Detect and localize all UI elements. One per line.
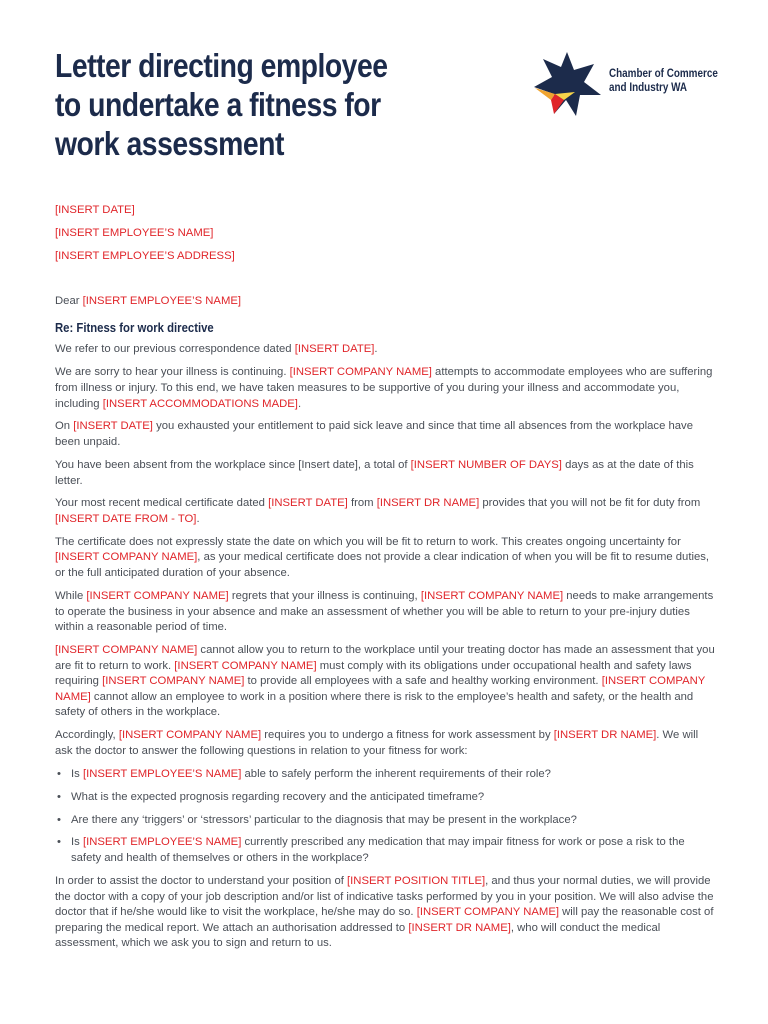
text-run: currently prescribed any medication that may impair fitness for work or pose a risk to the safety and health of themselves or others in the workplace?: [71, 836, 685, 865]
text-run: to provide all employees with a safe and healthy working environment.: [244, 675, 602, 688]
text-run: Accordingly,: [55, 729, 119, 742]
placeholder-field: [INSERT NUMBER OF DAYS]: [410, 458, 562, 471]
salutation: [55, 294, 715, 310]
text-run: regrets that your illness is continuing,: [228, 589, 421, 602]
text-run: will pay the reasonable cost of preparing the medical report. We attach an authorisation addressed to: [55, 906, 714, 934]
placeholder-field: [INSERT DR NAME]: [376, 497, 480, 510]
text-run: from: [347, 497, 377, 510]
text-run: .: [374, 343, 378, 356]
text-run: you exhausted your entitlement to paid sick leave and since that time all absences from the workplace have been unpaid.: [55, 420, 693, 449]
text-run: days as at the date of this letter.: [55, 458, 694, 487]
placeholder-field: [INSERT EMPLOYEE’S NAME]: [82, 767, 242, 780]
text-run: must comply with its obligations under occupational health and safety laws requiring: [55, 659, 692, 688]
body-paragraph: [55, 728, 715, 759]
cciwa-logo: [531, 50, 731, 120]
placeholder-field: [INSERT DATE]: [268, 497, 348, 510]
text-run: Is: [71, 767, 83, 780]
address-block: [55, 203, 715, 265]
text-run: able to safely perform the inherent requirements of their role?: [241, 767, 551, 780]
placeholder-field: [INSERT DATE FROM - TO]: [55, 513, 197, 525]
bullet-icon: •: [57, 767, 61, 780]
placeholder-field: [INSERT COMPANY NAME]: [55, 675, 706, 703]
bullet-icon: •: [57, 790, 61, 803]
placeholder-field: [INSERT EMPLOYEE’S NAME]: [82, 836, 242, 849]
placeholder-field: [INSERT COMPANY NAME]: [102, 675, 245, 688]
text-run: , and thus your normal duties, we will provide the doctor with a copy of your job description and/or list of indicative tasks performed by you in your position. We will also advise the doctor that if he/she would like to visit the workplace, he/she may do so.: [55, 874, 714, 919]
text-run: cannot allow an employee to work in a position where there is risk to the employee’s health and safety, or the health and safety of others in the workplace.: [55, 690, 694, 719]
assessment-questions-list: [55, 767, 715, 867]
subject-line: Re: Fitness for work directive: [55, 320, 214, 335]
text-run: While: [55, 589, 87, 602]
placeholder-field: [INSERT POSITION TITLE]: [347, 874, 486, 887]
text-run: On: [55, 420, 74, 433]
letter-body: [55, 203, 715, 959]
placeholder-field: [INSERT COMPANY NAME]: [289, 366, 432, 379]
salutation-name: [INSERT EMPLOYEE’S NAME]: [82, 295, 242, 308]
text-run: We refer to our previous correspondence dated: [55, 343, 295, 356]
text-run: .: [196, 513, 200, 525]
logo-line-2: and Industry WA: [609, 82, 688, 94]
text-run: needs to make arrangements to operate the business in your absence and make an assessment of whether you will be able to return to your pre-injury duties within a reasonable period of time.: [55, 589, 714, 634]
placeholder-field: [INSERT ACCOMMODATIONS MADE]: [102, 397, 298, 410]
text-run: In order to assist the doctor to understand your position of: [55, 874, 348, 887]
placeholder-field: [INSERT COMPANY NAME]: [55, 644, 198, 657]
text-run: Are there any ‘triggers’ or ‘stressors’ particular to the diagnosis that may be present in the workplace?: [71, 813, 577, 826]
text-run: .: [297, 397, 302, 410]
insert-date-field: [INSERT DATE]: [55, 204, 135, 216]
text-run: . We will ask the doctor to answer the following questions in relation to your fitness for work:: [55, 729, 699, 757]
bullet-icon: •: [57, 813, 61, 826]
text-run: The certificate does not expressly state the date on which you will be fit to return to work. This creates ongoing uncertainty for: [55, 535, 681, 548]
text-run: You have been absent from the workplace since [Insert date], a total of: [55, 458, 411, 471]
body-paragraph: [55, 419, 715, 450]
bullet-icon: •: [57, 836, 61, 849]
text-run: Your most recent medical certificate dated: [55, 497, 269, 510]
text-run: , as your medical certificate does not provide a clear indication of when you will be fit to resume duties, or the full anticipated duration of your absence.: [55, 551, 710, 580]
logo-line-1: Chamber of Commerce: [609, 68, 718, 80]
body-paragraph: [55, 643, 715, 721]
placeholder-field: [INSERT DATE]: [73, 420, 153, 433]
text-run: , who will conduct the medical assessment, which we ask you to sign and return to us.: [55, 921, 661, 950]
star-logo-icon: [531, 50, 603, 120]
text-run: attempts to accommodate employees who are suffering from illness or injury. To this end, we have taken measures to be supportive of you during your illness and accommodate you, including: [55, 366, 713, 410]
body-paragraph: [55, 342, 715, 358]
insert-employee-address-field: [INSERT EMPLOYEE’S ADDRESS]: [55, 250, 235, 263]
document-title: Letter directing employee to undertake a fitness for work assessment: [55, 47, 388, 162]
body-paragraph: [55, 365, 715, 412]
placeholder-field: [INSERT COMPANY NAME]: [55, 551, 198, 564]
placeholder-field: [INSERT COMPANY NAME]: [174, 659, 317, 672]
list-item: [55, 790, 715, 806]
text-run: We are sorry to hear your illness is continuing.: [55, 366, 290, 379]
placeholder-field: [INSERT COMPANY NAME]: [416, 906, 559, 919]
text-run: requires you to undergo a fitness for work assessment by: [261, 729, 554, 742]
placeholder-field: [INSERT DATE]: [294, 343, 375, 356]
list-item: [55, 813, 715, 829]
body-paragraph: [55, 589, 715, 636]
placeholder-field: [INSERT COMPANY NAME]: [118, 729, 262, 742]
text-run: cannot allow you to return to the workplace until your treating doctor has made an assessment that you are fit to return to work.: [55, 644, 715, 672]
body-paragraph: [55, 496, 715, 527]
text-run: Is: [71, 836, 83, 849]
paragraphs: [55, 342, 715, 759]
text-run: What is the expected prognosis regarding recovery and the anticipated timeframe?: [71, 790, 485, 803]
list-item: [55, 767, 715, 783]
placeholder-field: [INSERT DR NAME]: [408, 921, 511, 934]
closing-paragraph: [55, 874, 715, 952]
salutation-text: Dear: [55, 295, 83, 308]
placeholder-field: [INSERT COMPANY NAME]: [86, 589, 229, 602]
list-item: [55, 835, 715, 866]
placeholder-field: [INSERT COMPANY NAME]: [420, 589, 564, 602]
body-paragraph: [55, 535, 715, 582]
body-paragraph: [55, 458, 715, 489]
placeholder-field: [INSERT DR NAME]: [553, 729, 657, 742]
text-run: provides that you will not be fit for duty from: [479, 497, 701, 510]
insert-employee-name-field: [INSERT EMPLOYEE’S NAME]: [55, 227, 214, 240]
